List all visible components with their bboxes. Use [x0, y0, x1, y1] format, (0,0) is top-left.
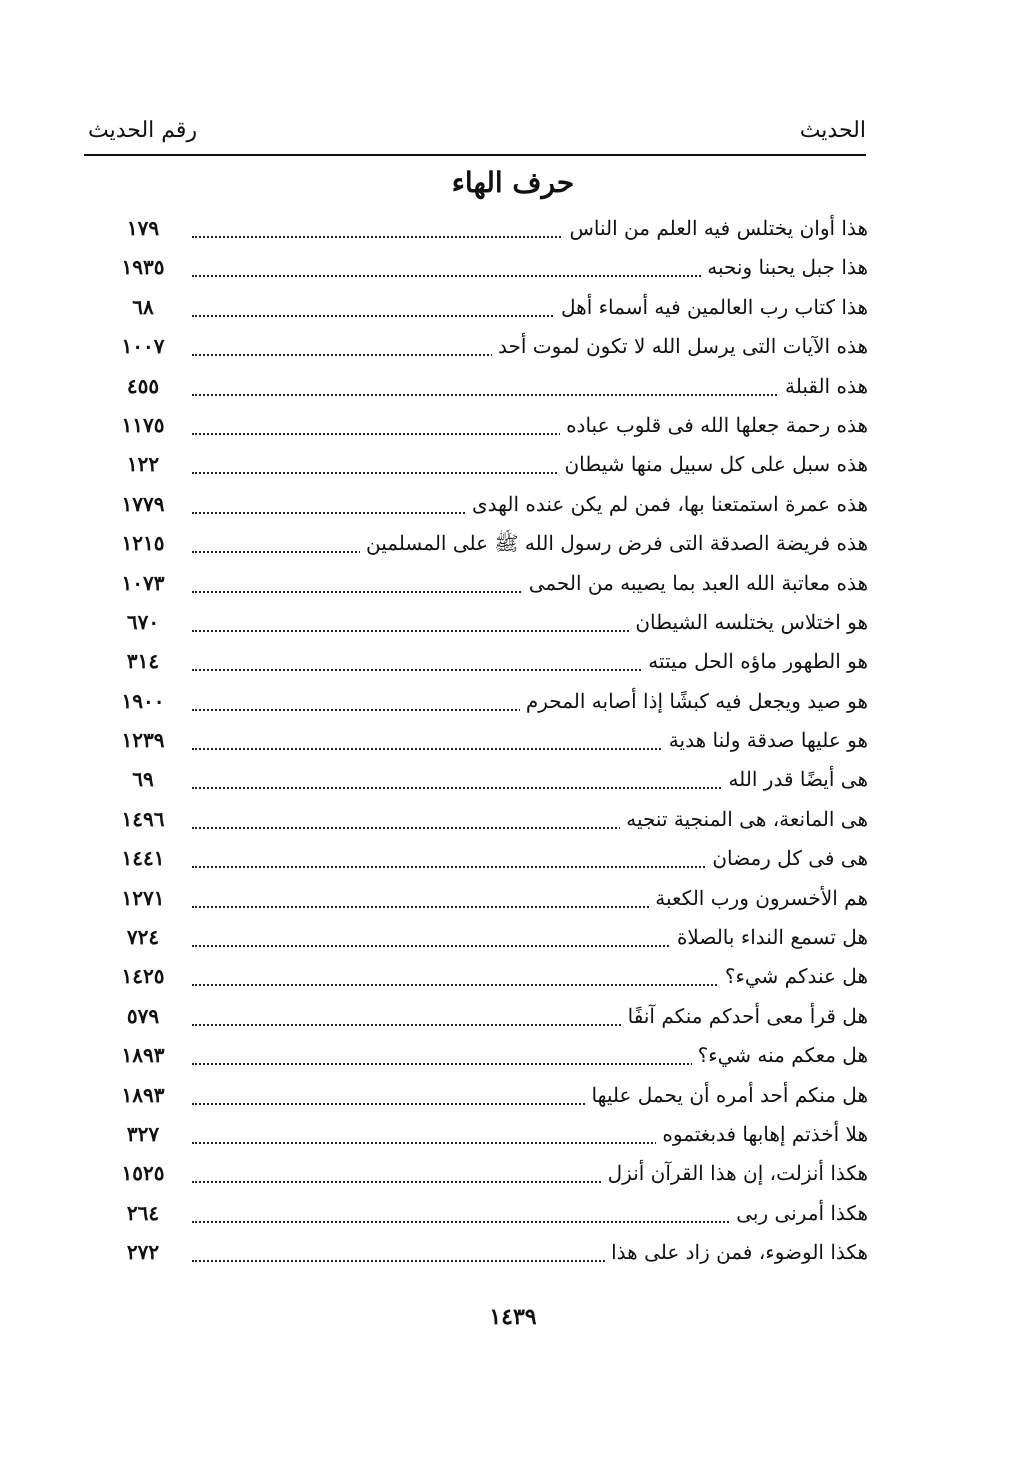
hadith-number: ٤٥٥: [126, 373, 160, 398]
section-title: حرف الهاء: [451, 166, 575, 199]
hadith-text: هذه سبل على كل سبيل منها شيطان: [558, 452, 868, 476]
hadith-text: هى فى كل رمضان: [706, 846, 868, 870]
hadith-number: ١٤٢٥: [121, 964, 165, 989]
hadith-text: هى أيضًا قدر الله: [722, 767, 868, 791]
list-item: [108, 685, 868, 724]
hadith-text: هذه القبلة: [779, 374, 868, 398]
list-item: [108, 291, 868, 330]
hadith-number: ١٧٧٩: [121, 491, 165, 516]
list-item: [108, 1118, 868, 1157]
hadith-text: هكذا أنزلت، إن هذا القرآن أنزل: [602, 1161, 868, 1185]
list-item: [108, 645, 868, 684]
hadith-number: ٦٨: [132, 294, 154, 319]
hadith-text: هذه رحمة جعلها الله فى قلوب عباده: [560, 413, 868, 437]
hadith-text: هلا أخذتم إهابها فدبغتموه: [656, 1122, 868, 1146]
hadith-text: هذه فريضة الصدقة التى فرض رسول الله ﷺ على المسلمين: [360, 531, 868, 560]
list-item: [108, 527, 868, 566]
hadith-number: ٢٦٤: [126, 1200, 160, 1225]
hadith-number: ٧٢٤: [126, 925, 160, 950]
hadith-number: ١٩٣٥: [121, 255, 165, 280]
hadith-text: هى المانعة، هى المنجية تنجيه: [620, 807, 868, 831]
dot-leader: [192, 394, 868, 396]
hadith-text: هذا جبل يحبنا ونحبه: [701, 255, 868, 279]
list-item: [108, 1197, 868, 1236]
hadith-text: هذه عمرة استمتعنا بها، فمن لم يكن عنده الهدى: [466, 492, 868, 516]
list-item: [108, 606, 868, 645]
hadith-number: ١٨٩٣: [121, 1082, 165, 1107]
list-item: [108, 882, 868, 921]
list-item: [108, 1157, 868, 1196]
list-item: [108, 370, 868, 409]
hadith-number: ١١٧٥: [121, 412, 165, 437]
hadith-text: هو عليها صدقة ولنا هدية: [663, 728, 868, 752]
list-item: [108, 1039, 868, 1078]
hadith-number: ٦٩: [132, 767, 154, 792]
hadith-text: هل معكم منه شيء؟: [692, 1043, 868, 1067]
hadith-number: ١٤٩٦: [121, 806, 165, 831]
hadith-text: هذا أوان يختلس فيه العلم من الناس: [563, 216, 868, 240]
list-item: [108, 960, 868, 999]
hadith-text: هل عندكم شيء؟: [719, 964, 868, 988]
list-item: [108, 567, 868, 606]
hadith-number: ١٢٢: [126, 452, 160, 477]
hadith-number: ١٧٩: [126, 216, 160, 240]
hadith-number: ٣٢٧: [126, 1121, 160, 1146]
hadith-text: هو صيد ويجعل فيه كبشًا إذا أصابه المحرم: [520, 689, 868, 713]
list-item: [108, 921, 868, 960]
hadith-number: ١٥٢٥: [121, 1161, 165, 1186]
hadith-number: ١٩٠٠: [121, 688, 165, 713]
hadith-index-list: [108, 212, 868, 1276]
list-item: [108, 1079, 868, 1118]
hadith-number: ٥٧٩: [126, 1003, 160, 1028]
list-item: [108, 1000, 868, 1039]
list-item: [108, 803, 868, 842]
hadith-number: ١٢٣٩: [121, 728, 165, 753]
list-item: [108, 448, 868, 487]
list-item: [108, 251, 868, 290]
hadith-text: هو اختلاس يختلسه الشيطان: [629, 610, 868, 634]
list-item: [108, 724, 868, 763]
hadith-number: ٢٧٢: [126, 1240, 160, 1265]
page-number: ١٤٣٩: [489, 1304, 537, 1330]
hadith-text: هم الأخسرون ورب الكعبة: [649, 886, 868, 910]
hadith-text: هذا كتاب رب العالمين فيه أسماء أهل: [555, 295, 868, 319]
hadith-text: هو الطهور ماؤه الحل ميتته: [642, 649, 868, 673]
header-hadith-label: الحديث: [799, 118, 866, 143]
list-item: [108, 212, 868, 251]
hadith-text: هذه معاتبة الله العبد بما يصيبه من الحمى: [523, 571, 868, 595]
hadith-number: ١٠٠٧: [121, 334, 165, 359]
list-item: [108, 842, 868, 881]
hadith-text: هكذا أمرنى ربى: [730, 1201, 868, 1225]
hadith-text: هذه الآيات التى يرسل الله لا تكون لموت أحد: [492, 334, 868, 358]
hadith-number: ١٢١٥: [121, 531, 165, 556]
list-item: [108, 330, 868, 369]
list-item: [108, 488, 868, 527]
list-item: [108, 409, 868, 448]
header-hadith-number-label: رقم الحديث: [88, 118, 198, 143]
hadith-number: ١٠٧٣: [121, 570, 165, 595]
list-item: [108, 1236, 868, 1275]
hadith-number: ٣١٤: [126, 649, 160, 674]
hadith-number: ٦٧٠: [126, 609, 160, 634]
hadith-text: هكذا الوضوء، فمن زاد على هذا: [605, 1240, 868, 1264]
hadith-number: ١٨٩٣: [121, 1043, 165, 1068]
hadith-text: هل منكم أحد أمره أن يحمل عليها: [586, 1083, 868, 1107]
list-item: [108, 763, 868, 802]
hadith-number: ١٤٤١: [121, 846, 165, 871]
hadith-text: هل تسمع النداء بالصلاة: [671, 925, 868, 949]
hadith-number: ١٢٧١: [121, 885, 165, 910]
page-header: [84, 114, 866, 156]
hadith-text: هل قرأ معى أحدكم منكم آنفًا: [622, 1004, 868, 1028]
